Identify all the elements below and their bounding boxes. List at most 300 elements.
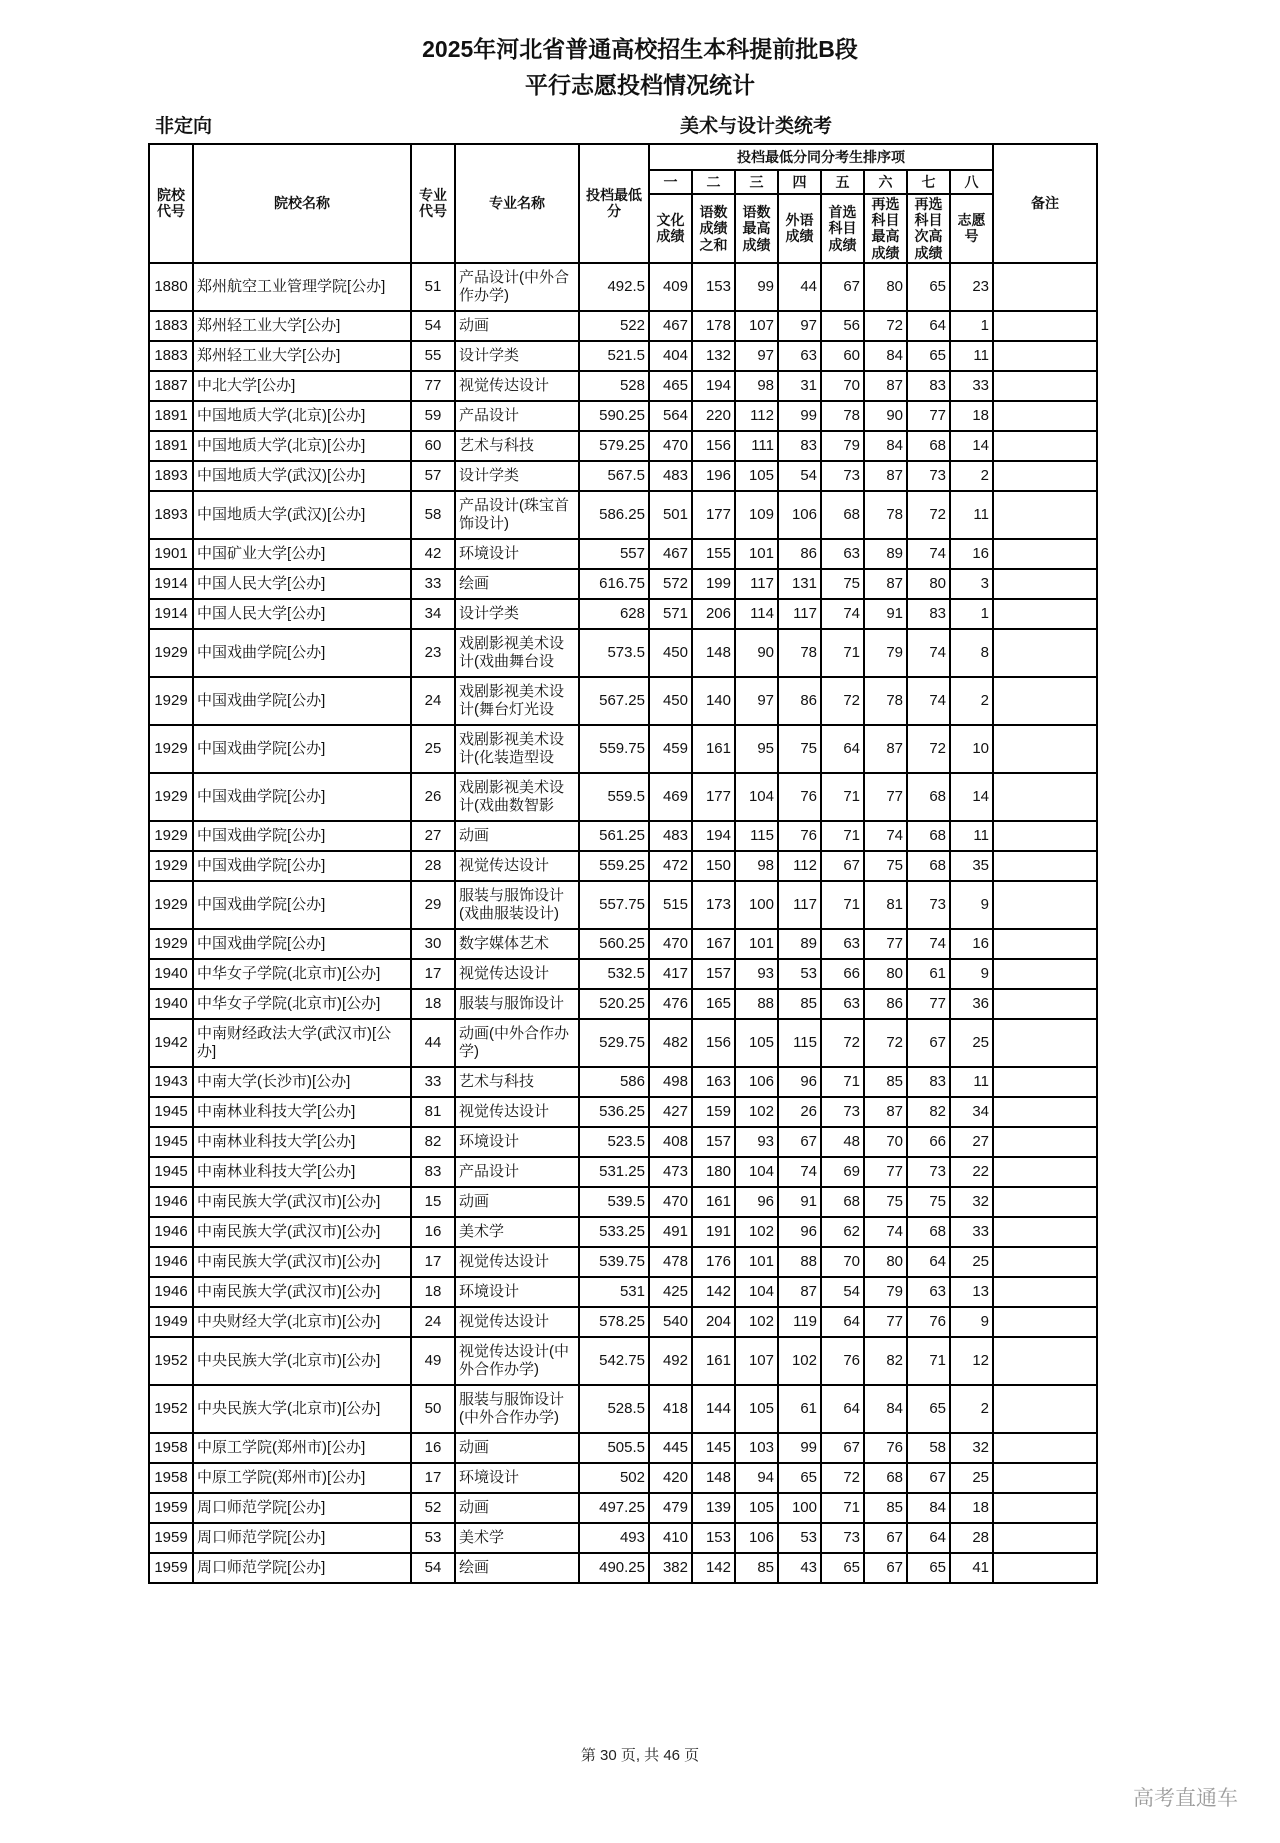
cell-reselect-max: 80 [864,263,907,311]
cell-remark [993,1553,1097,1583]
cell-foreign-language: 44 [778,263,821,311]
cell-foreign-language: 117 [778,599,821,629]
table-row [149,1307,1097,1337]
cell-remark [993,263,1097,311]
header-tiebreak-num-3: 三 [735,170,778,194]
cell-major-name: 数字媒体艺术 [455,929,579,959]
cell-school-name: 郑州航空工业管理学院[公办] [193,263,411,311]
cell-reselect-max: 67 [864,1523,907,1553]
table-row [149,311,1097,341]
cell-min-score: 533.25 [579,1217,649,1247]
header-min-score: 投档最低分 [579,144,649,262]
cell-chinese-math-max: 94 [735,1463,778,1493]
cell-culture-score: 427 [649,1097,692,1127]
cell-school-name: 中国矿业大学[公办] [193,539,411,569]
cell-chinese-math-sum: 176 [692,1247,735,1277]
cell-foreign-language: 63 [778,341,821,371]
cell-first-subject: 70 [821,371,864,401]
cell-chinese-math-sum: 167 [692,929,735,959]
cell-school-code: 1914 [149,599,193,629]
cell-chinese-math-sum: 153 [692,1523,735,1553]
cell-chinese-math-max: 95 [735,725,778,773]
cell-foreign-language: 88 [778,1247,821,1277]
cell-school-code: 1952 [149,1385,193,1433]
cell-school-name: 中国戏曲学院[公办] [193,725,411,773]
cell-school-code: 1893 [149,491,193,539]
cell-culture-score: 410 [649,1523,692,1553]
cell-culture-score: 564 [649,401,692,431]
cell-first-subject: 71 [821,821,864,851]
table-row [149,929,1097,959]
cell-major-code: 77 [411,371,455,401]
cell-school-name: 中央民族大学(北京市)[公办] [193,1337,411,1385]
cell-culture-score: 572 [649,569,692,599]
cell-remark [993,851,1097,881]
cell-chinese-math-sum: 156 [692,431,735,461]
cell-reselect-second: 67 [907,1463,950,1493]
cell-major-name: 环境设计 [455,1127,579,1157]
cell-remark [993,1127,1097,1157]
cell-first-subject: 73 [821,1523,864,1553]
cell-chinese-math-max: 104 [735,1277,778,1307]
cell-foreign-language: 78 [778,629,821,677]
table-row [149,371,1097,401]
cell-min-score: 528.5 [579,1385,649,1433]
table-row [149,1493,1097,1523]
cell-first-subject: 74 [821,599,864,629]
cell-major-name: 视觉传达设计 [455,959,579,989]
cell-remark [993,1493,1097,1523]
cell-reselect-max: 75 [864,1187,907,1217]
cell-school-code: 1883 [149,341,193,371]
cell-chinese-math-sum: 142 [692,1553,735,1583]
table-row [149,773,1097,821]
cell-major-code: 23 [411,629,455,677]
header-tiebreak-num-8: 八 [950,170,993,194]
cell-culture-score: 425 [649,1277,692,1307]
cell-major-name: 视觉传达设计 [455,1097,579,1127]
cell-culture-score: 472 [649,851,692,881]
cell-reselect-max: 67 [864,1553,907,1583]
cell-reselect-second: 82 [907,1097,950,1127]
cell-major-name: 设计学类 [455,461,579,491]
cell-min-score: 561.25 [579,821,649,851]
cell-major-code: 52 [411,1493,455,1523]
cell-volunteer-no: 16 [950,539,993,569]
cell-school-name: 中国地质大学(北京)[公办] [193,431,411,461]
cell-school-name: 中南林业科技大学[公办] [193,1157,411,1187]
cell-remark [993,401,1097,431]
cell-reselect-second: 68 [907,1217,950,1247]
cell-major-name: 设计学类 [455,599,579,629]
cell-first-subject: 63 [821,989,864,1019]
cell-school-name: 周口师范学院[公办] [193,1493,411,1523]
cell-school-name: 中国地质大学(武汉)[公办] [193,491,411,539]
cell-foreign-language: 131 [778,569,821,599]
cell-culture-score: 476 [649,989,692,1019]
cell-major-name: 视觉传达设计 [455,371,579,401]
cell-major-name: 视觉传达设计 [455,1247,579,1277]
cell-min-score: 586 [579,1067,649,1097]
cell-school-name: 中南林业科技大学[公办] [193,1127,411,1157]
cell-school-code: 1958 [149,1433,193,1463]
table-row [149,1019,1097,1067]
cell-school-code: 1929 [149,881,193,929]
cell-reselect-second: 75 [907,1187,950,1217]
cell-reselect-second: 58 [907,1433,950,1463]
cell-remark [993,1247,1097,1277]
cell-school-name: 中国戏曲学院[公办] [193,851,411,881]
cell-culture-score: 417 [649,959,692,989]
page-number: 第 30 页, 共 46 页 [580,1747,700,1764]
cell-reselect-max: 84 [864,1385,907,1433]
cell-reselect-max: 91 [864,599,907,629]
cell-reselect-max: 85 [864,1067,907,1097]
cell-remark [993,599,1097,629]
cell-major-code: 81 [411,1097,455,1127]
cell-reselect-second: 72 [907,725,950,773]
cell-reselect-max: 74 [864,1217,907,1247]
cell-culture-score: 459 [649,725,692,773]
cell-major-name: 美术学 [455,1523,579,1553]
cell-min-score: 578.25 [579,1307,649,1337]
table-row [149,677,1097,725]
cell-reselect-second: 64 [907,1523,950,1553]
cell-foreign-language: 99 [778,401,821,431]
cell-reselect-max: 87 [864,725,907,773]
cell-remark [993,821,1097,851]
cell-culture-score: 483 [649,821,692,851]
table-row [149,1277,1097,1307]
cell-major-code: 26 [411,773,455,821]
cell-reselect-second: 83 [907,599,950,629]
cell-volunteer-no: 9 [950,881,993,929]
cell-first-subject: 56 [821,311,864,341]
cell-major-code: 44 [411,1019,455,1067]
cell-reselect-second: 73 [907,881,950,929]
cell-chinese-math-max: 105 [735,1385,778,1433]
cell-first-subject: 54 [821,1277,864,1307]
cell-volunteer-no: 9 [950,959,993,989]
table-row [149,959,1097,989]
cell-major-code: 59 [411,401,455,431]
cell-remark [993,677,1097,725]
cell-remark [993,1433,1097,1463]
cell-first-subject: 71 [821,1067,864,1097]
cell-first-subject: 73 [821,461,864,491]
cell-foreign-language: 67 [778,1127,821,1157]
cell-major-code: 60 [411,431,455,461]
cell-min-score: 559.5 [579,773,649,821]
cell-culture-score: 467 [649,311,692,341]
cell-school-code: 1946 [149,1247,193,1277]
cell-first-subject: 67 [821,263,864,311]
cell-major-name: 美术学 [455,1217,579,1247]
cell-chinese-math-sum: 145 [692,1433,735,1463]
cell-foreign-language: 54 [778,461,821,491]
cell-major-code: 42 [411,539,455,569]
header-first-subject: 首选科目成绩 [821,194,864,262]
cell-major-name: 动画(中外合作办学) [455,1019,579,1067]
cell-major-code: 49 [411,1337,455,1385]
cell-major-code: 51 [411,263,455,311]
table-row [149,1553,1097,1583]
cell-reselect-second: 71 [907,1337,950,1385]
cell-culture-score: 404 [649,341,692,371]
cell-min-score: 567.25 [579,677,649,725]
header-major-code: 专业代号 [411,144,455,262]
cell-foreign-language: 76 [778,821,821,851]
cell-school-code: 1959 [149,1553,193,1583]
table-row [149,569,1097,599]
cell-culture-score: 408 [649,1127,692,1157]
cell-volunteer-no: 36 [950,989,993,1019]
cell-chinese-math-sum: 150 [692,851,735,881]
cell-major-name: 绘画 [455,569,579,599]
cell-reselect-second: 65 [907,1553,950,1583]
cell-volunteer-no: 34 [950,1097,993,1127]
cell-chinese-math-sum: 155 [692,539,735,569]
cell-foreign-language: 43 [778,1553,821,1583]
cell-major-code: 30 [411,929,455,959]
cell-remark [993,1157,1097,1187]
cell-foreign-language: 100 [778,1493,821,1523]
header-reselect-max: 再选科目最高成绩 [864,194,907,262]
cell-chinese-math-max: 98 [735,371,778,401]
cell-reselect-second: 74 [907,677,950,725]
cell-school-name: 中原工学院(郑州市)[公办] [193,1433,411,1463]
cell-reselect-second: 68 [907,773,950,821]
cell-first-subject: 72 [821,677,864,725]
cell-school-name: 中南民族大学(武汉市)[公办] [193,1247,411,1277]
cell-major-name: 动画 [455,1187,579,1217]
cell-foreign-language: 96 [778,1067,821,1097]
cell-first-subject: 71 [821,881,864,929]
header-tiebreak-num-5: 五 [821,170,864,194]
cell-foreign-language: 91 [778,1187,821,1217]
cell-remark [993,431,1097,461]
table-row [149,461,1097,491]
cell-chinese-math-sum: 177 [692,491,735,539]
cell-reselect-second: 84 [907,1493,950,1523]
cell-reselect-max: 84 [864,431,907,461]
cell-school-code: 1929 [149,821,193,851]
cell-min-score: 493 [579,1523,649,1553]
cell-school-code: 1891 [149,431,193,461]
cell-reselect-max: 78 [864,491,907,539]
cell-culture-score: 571 [649,599,692,629]
cell-chinese-math-max: 99 [735,263,778,311]
table-row [149,1337,1097,1385]
cell-chinese-math-max: 98 [735,851,778,881]
cell-school-code: 1880 [149,263,193,311]
table-row [149,1523,1097,1553]
cell-foreign-language: 85 [778,989,821,1019]
cell-volunteer-no: 25 [950,1463,993,1493]
cell-major-name: 服装与服饰设计 [455,989,579,1019]
cell-major-code: 25 [411,725,455,773]
cell-major-code: 33 [411,569,455,599]
cell-foreign-language: 76 [778,773,821,821]
cell-remark [993,1217,1097,1247]
header-tiebreak-num-1: 一 [649,170,692,194]
admission-table [148,143,1098,1583]
watermark-label: 高考直通车 [1133,1787,1238,1810]
cell-chinese-math-sum: 180 [692,1157,735,1187]
header-chinese-math-max: 语数最高成绩 [735,194,778,262]
cell-major-name: 环境设计 [455,1463,579,1493]
cell-reselect-max: 72 [864,311,907,341]
cell-major-name: 绘画 [455,1553,579,1583]
cell-min-score: 616.75 [579,569,649,599]
cell-reselect-max: 74 [864,821,907,851]
cell-culture-score: 540 [649,1307,692,1337]
cell-major-name: 产品设计 [455,1157,579,1187]
cell-school-name: 中南民族大学(武汉市)[公办] [193,1217,411,1247]
header-culture-score: 文化成绩 [649,194,692,262]
cell-chinese-math-max: 101 [735,929,778,959]
cell-school-code: 1943 [149,1067,193,1097]
cell-reselect-max: 87 [864,569,907,599]
cell-school-name: 中南财经政法大学(武汉市)[公办] [193,1019,411,1067]
cell-volunteer-no: 2 [950,1385,993,1433]
cell-school-code: 1959 [149,1493,193,1523]
table-row [149,851,1097,881]
cell-reselect-second: 74 [907,629,950,677]
cell-reselect-second: 67 [907,1019,950,1067]
cell-chinese-math-sum: 220 [692,401,735,431]
cell-reselect-max: 86 [864,989,907,1019]
cell-school-name: 中国戏曲学院[公办] [193,929,411,959]
cell-volunteer-no: 22 [950,1157,993,1187]
header-school-name: 院校名称 [193,144,411,262]
cell-volunteer-no: 18 [950,401,993,431]
cell-major-name: 环境设计 [455,539,579,569]
cell-min-score: 559.75 [579,725,649,773]
cell-chinese-math-sum: 148 [692,1463,735,1493]
cell-min-score: 520.25 [579,989,649,1019]
cell-culture-score: 420 [649,1463,692,1493]
cell-foreign-language: 86 [778,677,821,725]
header-remark: 备注 [993,144,1097,262]
cell-school-name: 中原工学院(郑州市)[公办] [193,1463,411,1493]
cell-major-code: 15 [411,1187,455,1217]
cell-culture-score: 515 [649,881,692,929]
cell-major-code: 55 [411,341,455,371]
cell-reselect-max: 78 [864,677,907,725]
cell-major-name: 戏剧影视美术设计(戏曲舞台设 [455,629,579,677]
header-major-name: 专业名称 [455,144,579,262]
cell-first-subject: 62 [821,1217,864,1247]
cell-school-code: 1940 [149,989,193,1019]
cell-min-score: 539.75 [579,1247,649,1277]
table-row [149,401,1097,431]
cell-chinese-math-sum: 161 [692,1187,735,1217]
cell-chinese-math-sum: 204 [692,1307,735,1337]
cell-school-code: 1946 [149,1187,193,1217]
cell-reselect-max: 81 [864,881,907,929]
cell-reselect-second: 77 [907,401,950,431]
cell-major-code: 18 [411,989,455,1019]
cell-major-code: 17 [411,959,455,989]
cell-culture-score: 470 [649,929,692,959]
cell-school-code: 1959 [149,1523,193,1553]
cell-first-subject: 64 [821,1307,864,1337]
cell-volunteer-no: 8 [950,629,993,677]
cell-culture-score: 418 [649,1385,692,1433]
cell-chinese-math-sum: 178 [692,311,735,341]
cell-reselect-max: 80 [864,1247,907,1277]
table-row [149,1217,1097,1247]
cell-culture-score: 478 [649,1247,692,1277]
cell-chinese-math-max: 106 [735,1067,778,1097]
cell-reselect-second: 65 [907,341,950,371]
cell-min-score: 502 [579,1463,649,1493]
cell-foreign-language: 117 [778,881,821,929]
cell-reselect-max: 87 [864,371,907,401]
cell-chinese-math-sum: 142 [692,1277,735,1307]
cell-major-code: 24 [411,1307,455,1337]
cell-school-name: 中国人民大学[公办] [193,599,411,629]
cell-culture-score: 467 [649,539,692,569]
cell-reselect-max: 90 [864,401,907,431]
cell-chinese-math-sum: 199 [692,569,735,599]
cell-reselect-max: 77 [864,1157,907,1187]
cell-foreign-language: 53 [778,959,821,989]
cell-reselect-max: 89 [864,539,907,569]
cell-reselect-max: 77 [864,773,907,821]
cell-volunteer-no: 9 [950,1307,993,1337]
cell-chinese-math-max: 111 [735,431,778,461]
cell-major-code: 33 [411,1067,455,1097]
header-foreign-language: 外语成绩 [778,194,821,262]
cell-culture-score: 382 [649,1553,692,1583]
cell-culture-score: 479 [649,1493,692,1523]
cell-culture-score: 501 [649,491,692,539]
cell-culture-score: 498 [649,1067,692,1097]
cell-school-code: 1945 [149,1127,193,1157]
table-row [149,1187,1097,1217]
cell-first-subject: 67 [821,1433,864,1463]
cell-culture-score: 465 [649,371,692,401]
cell-school-code: 1929 [149,929,193,959]
cell-school-name: 中国地质大学(北京)[公办] [193,401,411,431]
cell-major-code: 57 [411,461,455,491]
cell-volunteer-no: 11 [950,821,993,851]
cell-first-subject: 68 [821,491,864,539]
cell-reselect-second: 68 [907,851,950,881]
cell-school-code: 1929 [149,851,193,881]
cell-volunteer-no: 14 [950,431,993,461]
cell-school-name: 周口师范学院[公办] [193,1553,411,1583]
cell-volunteer-no: 10 [950,725,993,773]
cell-remark [993,1019,1097,1067]
table-row [149,989,1097,1019]
cell-volunteer-no: 32 [950,1433,993,1463]
cell-min-score: 505.5 [579,1433,649,1463]
cell-school-name: 中国戏曲学院[公办] [193,773,411,821]
cell-first-subject: 60 [821,341,864,371]
table-row [149,599,1097,629]
cell-remark [993,1337,1097,1385]
cell-chinese-math-max: 106 [735,1523,778,1553]
cell-first-subject: 48 [821,1127,864,1157]
cell-school-name: 中国地质大学(武汉)[公办] [193,461,411,491]
cell-chinese-math-max: 97 [735,341,778,371]
table-row [149,431,1097,461]
cell-min-score: 567.5 [579,461,649,491]
cell-chinese-math-max: 107 [735,311,778,341]
